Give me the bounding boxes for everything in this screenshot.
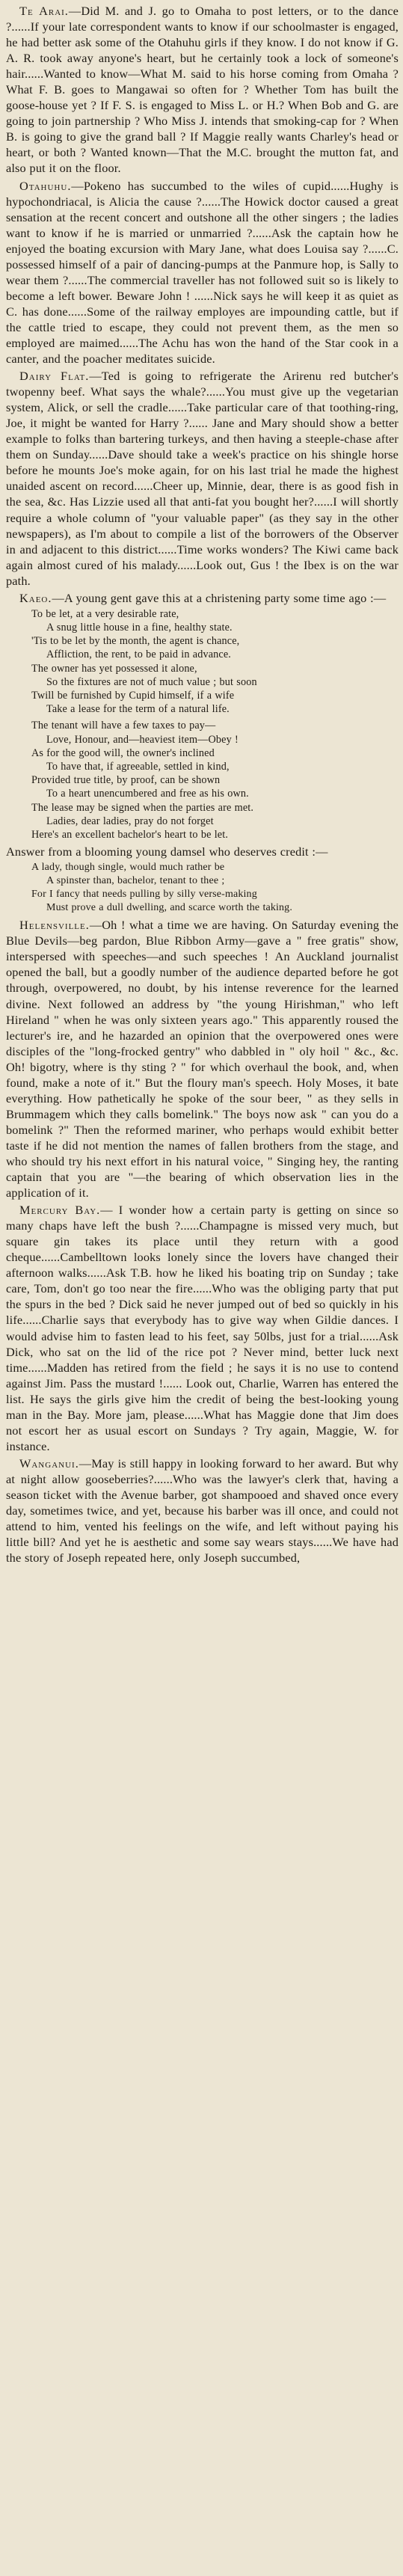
verse-line: Affliction, the rent, to be paid in advance. — [46, 648, 232, 661]
section-body: —Did M. and J. go to Omaha to post letters, or to the dance ?......If your late correspondent wants to know if our schoolmaster is engaged, he had better ask some of the Otahuhu girls if they know. I do not know if G. A. R. took away anyone's heart, but he certainly took a lock of someone's hair......Wanted to know—What M. said to his horse coming from Omaha ? What F. B. goes to Mangawai so often for ? Whether Tom has built the goose-house yet ? If F. S. is engaged to Miss L. or H.? When Bob and G. are going to join partnership ? Who Miss J. intends that smoking-cap for ? When B. is going to give the grand ball ? If Maggie really wants Charley's head or heart, or both ? Wanted known—That the M.C. brought the mutton fat, and also put it on the floor. — [6, 4, 399, 176]
christening-verse — [31, 607, 399, 841]
section-body: —Ted is going to refrigerate the Arirenu red butcher's twopenny beef. What says the whale?......You must give up the vegetarian system, Alick, or sell the cradle......Take particular care of that toothing-ring, Joe, it might be wanted for Harry ?...... Jane and Mary should show a better example to folks than bartering turkeys, and then having a steeple-chase after them on Sunday......Dave should take a week's practice on his shingle horse before he mounts Joe's moke again, for on his last trial he made the highest unaided ascent on record......Cheer up, Minnie, dear, there is as good fish in the sea, &c. Has Lizzie used all that anti-fat you bought her?......I will shortly require a whole column of "your valuable paper" (as they say in the other newspapers), as I'm about to compile a list of the borrowers of the Observer in and adjacent to this district......Time works wonders? The Kiwi came back again almost cured of his malady......Look out, Gus ! the Ibex is on the war path. — [6, 369, 399, 588]
verse-line: Must prove a dull dwelling, and scarce worth the taking. — [46, 902, 292, 914]
section-body: — I wonder how a certain party is getting on since so many chaps have left the bush ?......Champagne is missed very much, but square gin takes its place until they return with a good cheque......Cambelltown looks lonely since the lovers have changed their afternoon walks......Ask T.B. how he liked his boating trip on Sunday ; take care, Tom, don't go too near the fire......Who was the obliging party that put the spurs in the bed ? Dick said he never jumped out of bed so quickly in his life......Charlie says that everybody has to give way when Gildie dances. I would advise him to fasten lead to his feet, say 50lbs, just for a trial......Ask Dick, who sat on the lid of the rice pot ? Never mind, better luck next time......Madden has retired from the field ; he says it is no use to contend against Jim. Pass the mustard !...... Look out, Charlie, Warren has entered the list. He says the girls give him the credit of being the best-looking young man in the Bay. More jam, please......What has Maggie done that Jim does not escort her as usual escort on Sundays ? Try again, Maggie, W. for instance. — [6, 1203, 399, 1453]
verse-line: 'Tis to be let by the month, the agent is chance, — [31, 635, 240, 648]
verse-line: Take a lease for the term of a natural life. — [46, 703, 230, 716]
verse-line: The tenant will have a few taxes to pay— — [31, 720, 216, 732]
verse-line: A snug little house in a fine, healthy state. — [46, 621, 233, 634]
verse-line: To be let, at a very desirable rate, — [31, 607, 179, 620]
verse-line: Here's an excellent bachelor's heart to be let. — [31, 829, 229, 841]
section-body: —Pokeno has succumbed to the wiles of cupid......Hughy is hypochondriacal, is Alicia the cause ?......The Howick doctor caused a great sensation at the recent concert and outshone all the other singers ; the ladies want to know if he is married or unmarried ?......Ask the captain how he enjoyed the boating excursion with Mary Jane, what does Louisa say ?......C. possessed himself of a pair of dancing-pumps at the Panmure hop, is Sally to wear them ?......The commercial traveller has not followed suit so is likely to become a left bower. Beware John ! ......Nick says he will keep it as quiet as C. has done......Some of the railway employes are impounding cattle, but if the cattle tried to escape, they could not prevent them, as the men so employed are maimed......The Achu has won the hand of the Star cook in a canter, and the poacher meditates suicide. — [6, 178, 399, 367]
section-heading: Mercury Bay. — [19, 1203, 101, 1218]
answer-intro-text: Answer from a blooming young damsel who deserves credit :— — [6, 844, 328, 859]
verse-line: So the fixtures are not of much value ; but soon — [46, 675, 257, 688]
section-heading: Dairy Flat. — [19, 369, 90, 384]
verse-line: Provided true title, by proof, can be shown — [31, 774, 221, 787]
section-heading: Kaeo. — [19, 590, 52, 605]
section-heading: Helensville. — [19, 918, 90, 933]
verse-line: The owner has yet possessed it alone, — [31, 662, 197, 675]
section-body: —Oh ! what a time we are having. On Saturday evening the Blue Devils—beg pardon, Blue Ribbon Army—gave a " free gratis" show, interspersed with speeches—and such speeches ! An Auckland journalist opened the ball, but a goodly number of the audience departed before he got through, overpowered, no doubt, by his intense reverence for the learned divine. Next followed an address by "the young Hirishman," who left Hireland " when he was only sixteen years ago." This apparently roused the lecturer's ire, and he hazarded an opinion that the overpowered ones were disciples of the "long-frocked gentry" who dabbled in " oly hoil " &c., &c. Oh! bigotry, where is thy sting ? " for which overhaul the book, and, when found, make a note of it." But the floury man's speech. Holy Moses, it bate everything. How pathetically he spoke of the sour beer, " as they sells in Brummagem which they calls bomelink." The boys now ask " can you do a bomelink ?" Then the reformed mariner, who perhaps would exhibit better taste if he did not mention the names of fallen brothers from the stage, and who should try his next effort in his natural voice, " Singing hey, the ranting captain that you are "—the bearing of which observation lies in the application of it. — [6, 918, 399, 1200]
verse-line: Twill be furnished by Cupid himself, if a wife — [31, 690, 235, 702]
section-intro: —A young gent gave this at a christening party some time ago :— — [52, 590, 387, 605]
verse-line: To a heart unencumbered and free as his own. — [46, 788, 249, 800]
section-otahuhu — [6, 178, 399, 367]
section-body: —May is still happy in looking forward to her award. But why at night allow gooseberries?......Who was the lawyer's clerk that, having a season ticket with the Avenue barber, got shampooed and shaved once every day, sometimes twice, and yet, because his barber was ill once, and could not attend to him, vented his feelings on the wife, and left without paying his little bill? And yet he is aesthetic and some say wears stays......We have had the story of Joseph repeated here, only Joseph succumbed, — [6, 1456, 399, 1565]
section-kaeo — [6, 590, 399, 606]
section-helensville — [6, 917, 399, 1200]
verse-line: Love, Honour, and—heaviest item—Obey ! — [46, 733, 239, 746]
section-heading: Te Arai. — [19, 4, 69, 18]
verse-line: To have that, if agreeable, settled in kind, — [46, 761, 230, 773]
section-wanganui — [6, 1456, 399, 1565]
news-column — [6, 3, 399, 1565]
section-te-arai — [6, 3, 399, 177]
verse-line: A lady, though single, would much rather be — [31, 862, 225, 874]
answer-intro — [6, 844, 399, 859]
section-heading: Otahuhu. — [19, 178, 72, 193]
verse-line: The lease may be signed when the parties are met. — [31, 801, 254, 814]
verse-line: A spinster than, bachelor, tenant to thee ; — [46, 875, 225, 887]
verse-line: As for the good will, the owner's inclined — [31, 746, 215, 759]
section-heading: Wanganui. — [19, 1456, 79, 1471]
verse-line: For I fancy that needs pulling by silly verse-making — [31, 889, 257, 901]
section-mercury-bay — [6, 1202, 399, 1454]
answer-verse — [31, 861, 399, 915]
section-dairy-flat — [6, 368, 399, 589]
verse-line: Ladies, dear ladies, pray do not forget — [46, 815, 214, 827]
